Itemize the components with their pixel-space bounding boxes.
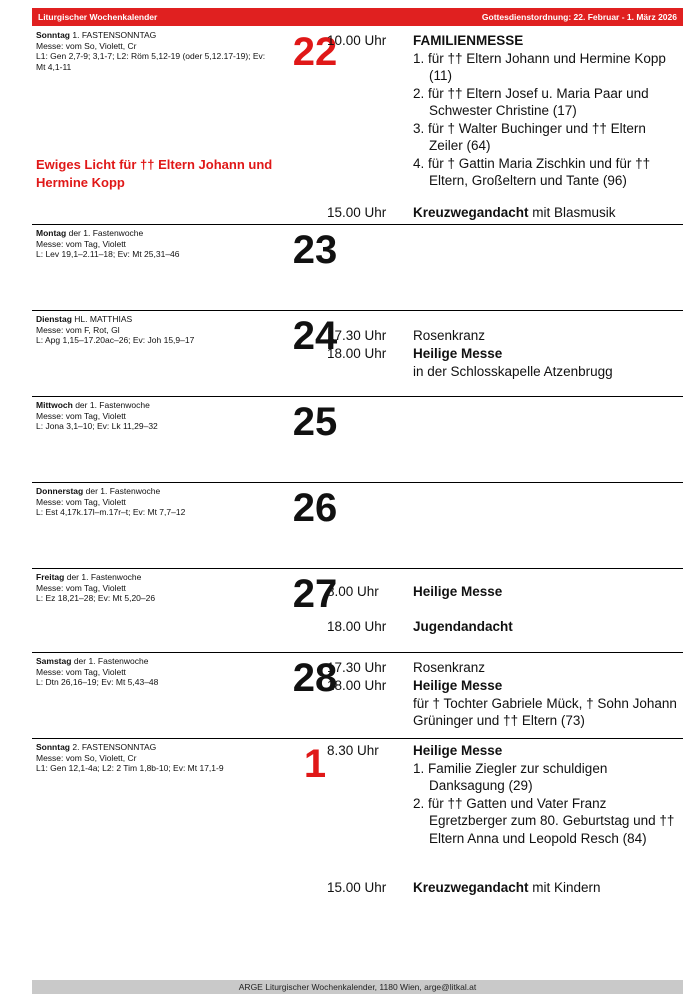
readings: L1: Gen 2,7-9; 3,1-7; L2: Röm 5,12-19 (oder 5,12.17-19); Ev: Mt 4,1-11: [36, 51, 266, 72]
event-extra: in der Schlosskapelle Atzenbrugg: [413, 363, 613, 379]
day-title: 1. FASTENSONNTAG: [72, 30, 157, 40]
day-title: 2. FASTENSONNTAG: [72, 742, 157, 752]
day-number: 28: [292, 656, 338, 700]
readings: L: Est 4,17k.17l–m.17r–t; Ev: Mt 7,7–12: [36, 507, 186, 517]
event-plain: Rosenkranz: [413, 660, 486, 675]
event-details: [413, 345, 683, 380]
intentions-list: [413, 760, 683, 848]
event-suffix: mit Blasmusik: [528, 205, 616, 220]
event-time: 18.00 Uhr: [327, 346, 387, 361]
event-time: 8.00 Uhr: [327, 584, 379, 599]
event-extra: für † Tochter Gabriele Mück, † Sohn Johann Grüninger und †† Eltern (73): [413, 695, 677, 728]
day-number: 1: [303, 742, 327, 786]
day-number: 25: [292, 400, 338, 444]
header-left-title: Liturgischer Wochenkalender: [38, 12, 158, 22]
mass-info: Messe: vom Tag, Violett: [36, 410, 126, 421]
day-title: der 1. Fastenwoche: [68, 228, 144, 238]
mass-info: Messe: vom Tag, Violett: [36, 496, 126, 507]
day-thursday-26: [32, 482, 683, 569]
event-details: [413, 879, 683, 897]
day-title: HL. MATTHIAS: [74, 314, 133, 324]
readings: L: Ez 18,21–28; Ev: Mt 5,20–26: [36, 593, 156, 603]
day-sunday-22: [32, 26, 683, 225]
event-time: 15.00 Uhr: [327, 880, 387, 895]
mass-info: Messe: vom F, Rot, Gl: [36, 324, 120, 335]
day-info: [36, 228, 266, 260]
event-title: FAMILIENMESSE: [413, 33, 524, 48]
weekday: Sonntag: [36, 30, 70, 40]
event-time: 18.00 Uhr: [327, 678, 387, 693]
day-info: [36, 30, 266, 72]
day-number: 24: [292, 314, 338, 358]
weekday: Donnerstag: [36, 486, 84, 496]
readings: L1: Gen 12,1-4a; L2: 2 Tim 1,8b-10; Ev: Mt 17,1-9: [36, 763, 224, 773]
readings: L: Apg 1,15–17.20ac–26; Ev: Joh 15,9–17: [36, 335, 195, 345]
list-item: 3. für † Walter Buchinger und †† Eltern Zeiler (64): [413, 120, 646, 153]
event-details: [413, 204, 683, 222]
readings: L: Lev 19,1–2.11–18; Ev: Mt 25,31–46: [36, 249, 180, 259]
event-title: Jugendandacht: [413, 619, 513, 634]
day-info: [36, 742, 266, 774]
day-number: 23: [292, 228, 338, 272]
mass-info: Messe: vom Tag, Violett: [36, 666, 126, 677]
weekday: Freitag: [36, 572, 65, 582]
event-time: 18.00 Uhr: [327, 619, 387, 634]
day-sunday-1: [32, 738, 683, 908]
event-suffix: mit Kindern: [528, 880, 601, 895]
header-bar: [32, 8, 683, 26]
readings: L: Dtn 26,16–19; Ev: Mt 5,43–48: [36, 677, 159, 687]
header-date-range: Gottesdienstordnung: 22. Februar - 1. März 2026: [481, 12, 677, 22]
mass-info: Messe: vom So, Violett, Cr: [36, 752, 137, 763]
list-item: 1. für †† Eltern Johann und Hermine Kopp (11): [413, 50, 666, 83]
list-item: 2. für †† Gatten und Vater Franz Egretzberger zum 80. Geburtstag und †† Eltern Anna und Leopold Resch (84): [413, 795, 675, 846]
day-title: der 1. Fastenwoche: [73, 656, 149, 666]
readings: L: Jona 3,1–10; Ev: Lk 11,29–32: [36, 421, 158, 431]
footer: ARGE Liturgischer Wochenkalender, 1180 Wien, arge@litkal.at: [32, 980, 683, 994]
day-title: der 1. Fastenwoche: [66, 572, 142, 582]
list-item: 1. Familie Ziegler zur schuldigen Danksagung (29): [413, 760, 608, 793]
day-number: 27: [292, 572, 338, 616]
day-title: der 1. Fastenwoche: [85, 486, 161, 496]
event-title: Heilige Messe: [413, 678, 503, 693]
day-info: [36, 400, 266, 432]
mass-info: Messe: vom So, Violett, Cr: [36, 40, 137, 51]
day-monday-23: [32, 224, 683, 311]
day-wednesday-25: [32, 396, 683, 483]
mass-info: Messe: vom Tag, Violett: [36, 582, 126, 593]
event-time: 17.30 Uhr: [327, 328, 387, 343]
eternal-light-note: Ewiges Licht für †† Eltern Johann und Hermine Kopp: [36, 157, 273, 190]
day-info: [36, 656, 266, 688]
day-saturday-28: [32, 652, 683, 739]
event-title: Heilige Messe: [413, 743, 503, 758]
event-title: Kreuzwegandacht: [413, 880, 529, 895]
day-number: 22: [292, 30, 338, 74]
list-item: 2. für †† Eltern Josef u. Maria Paar und Schwester Christine (17): [413, 85, 649, 118]
day-tuesday-24: [32, 310, 683, 397]
event-plain: Rosenkranz: [413, 328, 486, 343]
event-details: [413, 742, 683, 847]
weekday: Samstag: [36, 656, 72, 666]
event-time: 10.00 Uhr: [327, 33, 387, 48]
day-info: [36, 486, 266, 518]
event-time: 17.30 Uhr: [327, 660, 387, 675]
day-info: [36, 314, 266, 346]
day-friday-27: [32, 568, 683, 653]
mass-info: Messe: vom Tag, Violett: [36, 238, 126, 249]
list-item: 4. für † Gattin Maria Zischkin und für †† Eltern, Großeltern und Tante (96): [413, 155, 651, 188]
event-title: Kreuzwegandacht: [413, 205, 529, 220]
intentions-list: [413, 50, 683, 190]
weekday: Sonntag: [36, 742, 70, 752]
day-number: 26: [292, 486, 338, 530]
day-title: der 1. Fastenwoche: [75, 400, 150, 410]
day-info: [36, 572, 266, 604]
event-details: [413, 677, 683, 730]
event-time: 15.00 Uhr: [327, 205, 387, 220]
event-details: [413, 32, 683, 190]
event-title: Heilige Messe: [413, 346, 503, 361]
event-time: 8.30 Uhr: [327, 743, 379, 758]
weekday: Dienstag: [36, 314, 72, 324]
weekday: Montag: [36, 228, 67, 238]
event-title: Heilige Messe: [413, 584, 503, 599]
weekday: Mittwoch: [36, 400, 73, 410]
